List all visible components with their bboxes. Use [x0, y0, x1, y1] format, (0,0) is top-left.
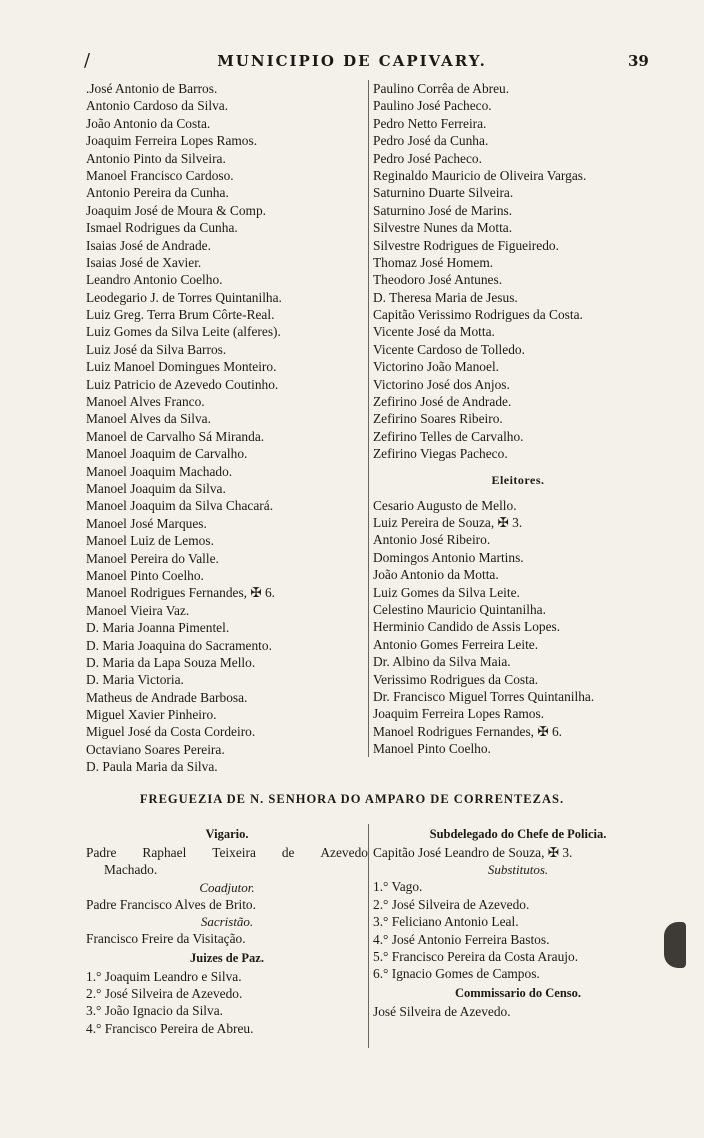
name-entry: Miguel Xavier Pinheiro.	[86, 707, 217, 723]
name-entry: D. Theresa Maria de Jesus.	[373, 289, 518, 305]
name-entry: Manoel Joaquim da Silva.	[86, 480, 226, 496]
name-entry: Pedro José da Cunha.	[373, 133, 489, 149]
name-entry: Leandro Antonio Coelho.	[86, 272, 223, 288]
coadjutor-heading: Coadjutor.	[199, 879, 255, 895]
eleitor-entry: Dr. Albino da Silva Maia.	[373, 654, 511, 670]
name-entry: Luiz José da Silva Barros.	[86, 341, 227, 357]
name-entry: Antonio Pereira da Cunha.	[86, 185, 229, 201]
juizes-heading: Juizes de Paz.	[190, 950, 264, 965]
vigario-word: Raphael	[142, 845, 187, 860]
name-entry: Theodoro José Antunes.	[373, 272, 503, 288]
name-entry: .José Antonio de Barros.	[86, 81, 218, 96]
substituto-entry: 6.° Ignacio Gomes de Campos.	[373, 966, 540, 982]
name-entry: Leodegario J. de Torres Quintanilha.	[86, 289, 282, 305]
coadjutor-name: Padre Francisco Alves de Brito.	[86, 896, 256, 912]
name-entry: Manoel Joaquim Machado.	[86, 463, 233, 479]
vigario-word: de	[281, 845, 295, 860]
eleitor-entry: Luiz Pereira de Souza, ✠ 3.	[373, 514, 523, 530]
vigario-line-continued: Machado.	[104, 862, 158, 878]
subdelegado-name: Capitão José Leandro de Souza, ✠ 3.	[373, 845, 573, 860]
vigario-word: Padre	[86, 845, 117, 860]
substituto-entry: 4.° José Antonio Ferreira Bastos.	[373, 931, 550, 947]
name-entry: Manoel Francisco Cardoso.	[86, 167, 234, 183]
margin-mark: /	[84, 50, 91, 71]
substituto-entry: 2.° José Silveira de Azevedo.	[373, 896, 530, 912]
vigario-word: Azevedo	[320, 845, 368, 860]
juiz-entry: 2.° José Silveira de Azevedo.	[86, 986, 243, 1002]
name-entry: Manoel Luiz de Lemos.	[86, 533, 214, 549]
name-entry: Zefirino Viegas Pacheco.	[373, 446, 508, 462]
name-entry: Saturnino José de Marins.	[373, 202, 513, 218]
substituto-entry: 1.° Vago.	[373, 879, 423, 895]
eleitor-entry: Manoel Pinto Coelho.	[373, 741, 491, 757]
name-entry: Antonio Cardoso da Silva.	[86, 98, 229, 114]
vigario-heading: Vigario.	[205, 827, 249, 841]
name-entry: Ismael Rodrigues da Cunha.	[86, 220, 238, 236]
eleitor-entry: Manoel Rodrigues Fernandes, ✠ 6.	[373, 723, 562, 739]
name-entry: Manoel Alves da Silva.	[86, 411, 211, 427]
eleitor-entry: Joaquim Ferreira Lopes Ramos.	[373, 706, 545, 722]
substituto-entry: 5.° Francisco Pereira da Costa Araujo.	[373, 948, 579, 964]
eleitor-entry: Antonio Gomes Ferreira Leite.	[373, 636, 539, 652]
name-entry: Pedro Netto Ferreira.	[373, 115, 487, 131]
eleitor-entry: Cesario Augusto de Mello.	[373, 497, 517, 513]
commissario-heading: Commissario do Censo.	[454, 985, 582, 1000]
subdelegado-heading: Subdelegado do Chefe de Policia.	[429, 827, 607, 841]
substitutos-list	[373, 878, 663, 982]
eleitores-list	[373, 497, 663, 758]
name-entry: Luiz Greg. Terra Brum Côrte-Real.	[86, 307, 275, 323]
name-entry: Victorino João Manoel.	[373, 359, 500, 375]
eleitor-entry: Celestino Mauricio Quintanilha.	[373, 601, 546, 617]
name-entry: Luiz Patricio de Azevedo Coutinho.	[86, 376, 279, 392]
eleitor-entry: Verissimo Rodrigues da Costa.	[373, 671, 539, 687]
vigario-word: Teixeira	[212, 845, 256, 860]
name-entry: Manoel Pinto Coelho.	[86, 567, 204, 583]
eleitor-entry: João Antonio da Motta.	[373, 567, 499, 583]
eleitor-entry: Domingos Antonio Martins.	[373, 549, 524, 565]
parish-right-block	[368, 824, 663, 1048]
substitutos-heading: Substitutos.	[487, 862, 549, 878]
name-entry: Zefirino Telles de Carvalho.	[373, 428, 524, 444]
name-entry: D. Maria Joanna Pimentel.	[86, 620, 230, 636]
name-entry: Miguel José da Costa Cordeiro.	[86, 724, 256, 740]
name-entry: Luiz Gomes da Silva Leite (alferes).	[86, 324, 281, 340]
eleitor-entry: Dr. Francisco Miguel Torres Quintanilha.	[373, 688, 595, 704]
name-entry: Joaquim Ferreira Lopes Ramos.	[86, 133, 258, 149]
name-entry: Zefirino Soares Ribeiro.	[373, 411, 503, 427]
eleitor-entry: Antonio José Ribeiro.	[373, 532, 491, 548]
eleitores-heading: Eleitores.	[491, 472, 545, 487]
name-entry: Octaviano Soares Pereira.	[86, 741, 225, 757]
name-entry: Joaquim José de Moura & Comp.	[86, 202, 267, 218]
commissario-name: José Silveira de Azevedo.	[373, 1003, 511, 1019]
name-entry: D. Maria Victoria.	[86, 672, 184, 688]
name-entry: Silvestre Nunes da Motta.	[373, 220, 513, 236]
name-entry: Victorino José dos Anjos.	[373, 376, 510, 392]
juiz-entry: 3.° João Ignacio da Silva.	[86, 1003, 223, 1019]
name-entry: Manoel Alves Franco.	[86, 394, 205, 410]
name-entry: Manoel Pereira do Valle.	[86, 550, 219, 566]
ink-blot	[664, 922, 686, 968]
name-entry: D. Maria da Lapa Souza Mello.	[86, 654, 256, 670]
right-name-list	[373, 80, 663, 463]
page-title: MUNICIPIO DE CAPIVARY.	[217, 52, 487, 70]
name-entry: Pedro José Pacheco.	[373, 150, 482, 166]
name-entry: Paulino José Pacheco.	[373, 98, 492, 114]
name-entry: Zefirino José de Andrade.	[373, 394, 512, 410]
name-entry: Vicente José da Motta.	[373, 324, 495, 340]
name-entry: Thomaz José Homem.	[373, 254, 494, 270]
freguezia-title: FREGUEZIA DE N. SENHORA DO AMPARO DE CORRENTEZAS.	[139, 792, 565, 806]
page-header	[0, 50, 704, 74]
name-entry: Silvestre Rodrigues de Figueiredo.	[373, 237, 559, 253]
sacristao-name: Francisco Freire da Visitação.	[86, 931, 246, 947]
juizes-list	[86, 968, 368, 1038]
name-entry: João Antonio da Costa.	[86, 115, 211, 131]
name-entry: Isaias José de Xavier.	[86, 254, 202, 270]
name-entry: Luiz Manoel Domingues Monteiro.	[86, 359, 277, 375]
left-name-column	[86, 80, 366, 776]
substituto-entry: 3.° Feliciano Antonio Leal.	[373, 914, 519, 930]
name-entry: Manoel Joaquim de Carvalho.	[86, 446, 248, 462]
name-entry: Manoel Joaquim da Silva Chacará.	[86, 498, 274, 514]
eleitor-entry: Luiz Gomes da Silva Leite.	[373, 584, 520, 600]
eleitor-entry: Herminio Candido de Assis Lopes.	[373, 619, 561, 635]
left-name-list	[86, 80, 366, 776]
name-entry: Manoel Vieira Vaz.	[86, 602, 190, 618]
vigario-line	[86, 844, 368, 861]
name-entry: Vicente Cardoso de Tolledo.	[373, 341, 525, 357]
name-entry: Manoel Rodrigues Fernandes, ✠ 6.	[86, 585, 275, 601]
sacristao-heading: Sacristão.	[200, 914, 254, 930]
name-entry: Isaias José de Andrade.	[86, 237, 211, 253]
name-entry: Manoel José Marques.	[86, 515, 207, 531]
page-number: 39	[628, 52, 649, 70]
name-entry: D. Maria Joaquina do Sacramento.	[86, 637, 272, 653]
name-entry: Capitão Verissimo Rodrigues da Costa.	[373, 307, 583, 323]
name-entry: D. Paula Maria da Silva.	[86, 759, 218, 775]
name-entry: Saturnino Duarte Silveira.	[373, 185, 514, 201]
name-entry: Paulino Corrêa de Abreu.	[373, 81, 510, 96]
name-entry: Manoel de Carvalho Sá Miranda.	[86, 428, 265, 444]
right-name-column	[368, 80, 663, 757]
name-entry: Reginaldo Mauricio de Oliveira Vargas.	[373, 167, 587, 183]
juiz-entry: 4.° Francisco Pereira de Abreu.	[86, 1020, 254, 1036]
name-entry: Matheus de Andrade Barbosa.	[86, 689, 248, 705]
juiz-entry: 1.° Joaquim Leandro e Silva.	[86, 968, 242, 984]
parish-left-block	[86, 824, 368, 1037]
name-entry: Antonio Pinto da Silveira.	[86, 150, 226, 166]
